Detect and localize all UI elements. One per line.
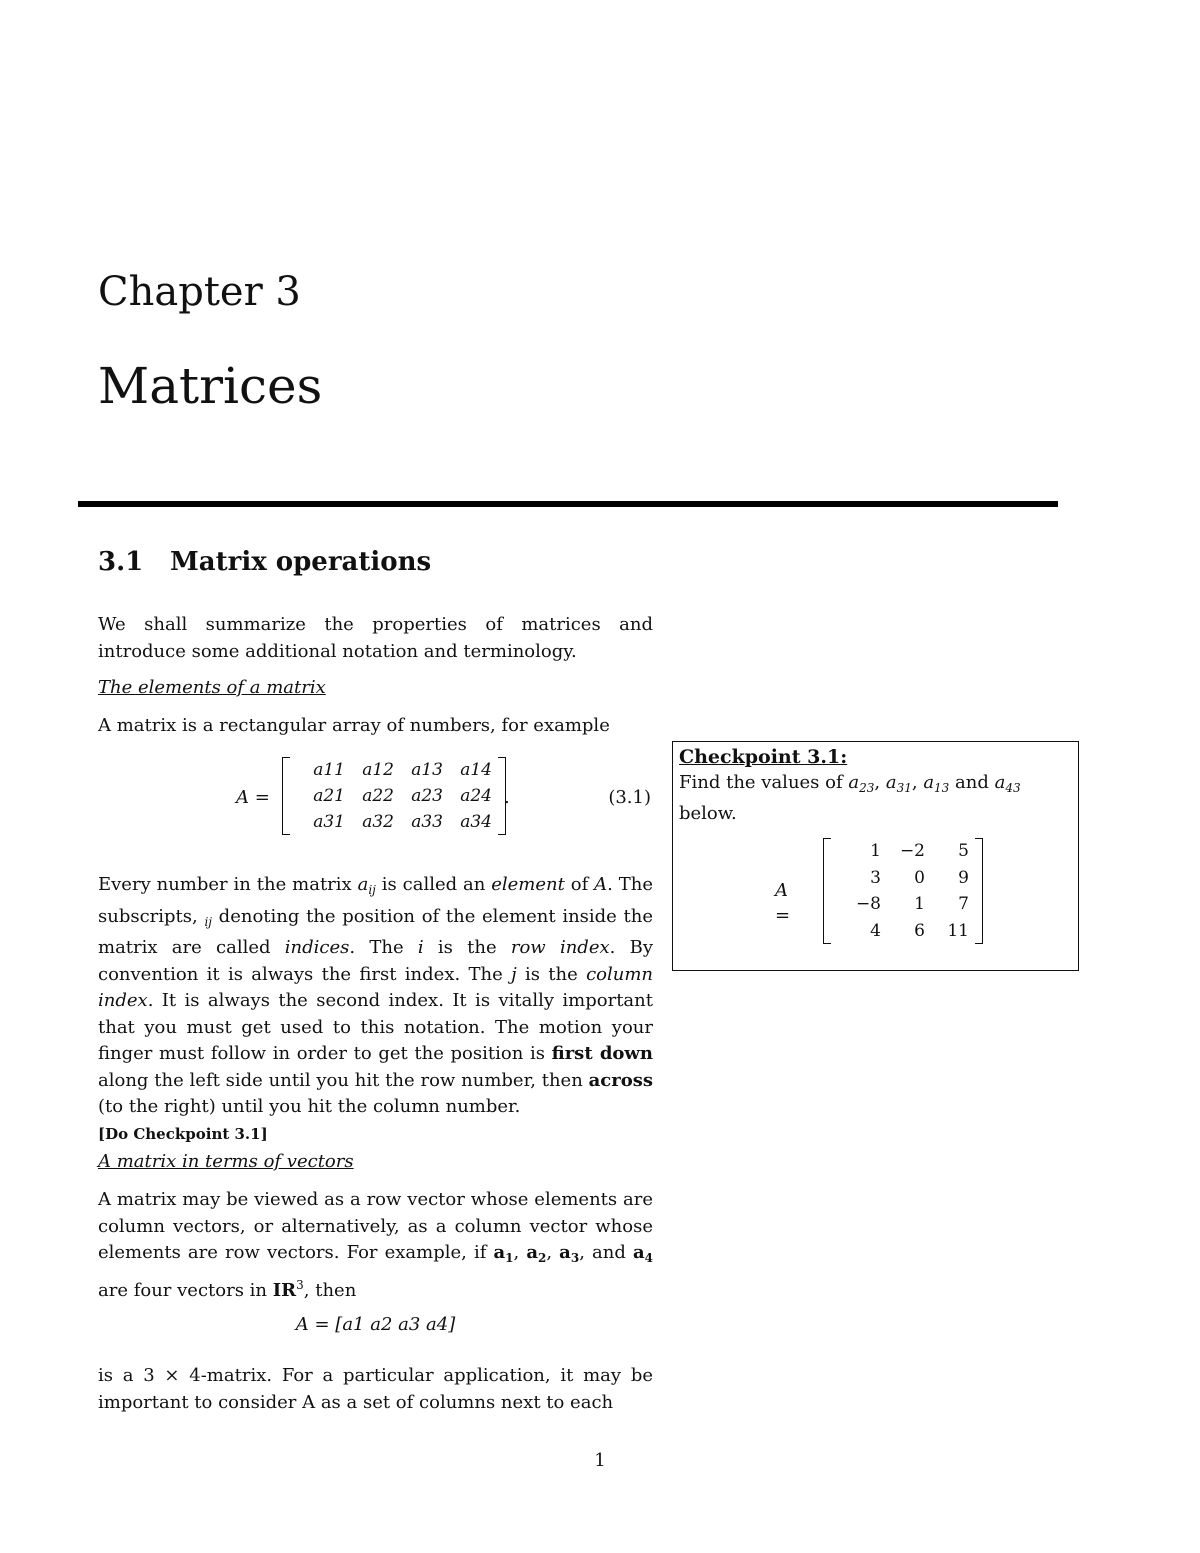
checkpoint-link[interactable]: [Do Checkpoint 3.1] bbox=[98, 1124, 268, 1143]
matrix-cell: −8 bbox=[855, 894, 881, 914]
matrix-cell: 7 bbox=[958, 894, 969, 914]
section-title: Matrix operations bbox=[170, 547, 432, 577]
subsection-vectors bbox=[98, 1149, 653, 1176]
equation-3-1 bbox=[98, 757, 653, 843]
checkpoint-box bbox=[672, 741, 1079, 971]
equation-lhs: A = bbox=[775, 880, 791, 926]
equation-number: (3.1) bbox=[608, 787, 651, 808]
vectors-paragraph: A matrix may be viewed as a row vector whose elements are column vectors, or alternatively, as a column vector whose elements are row vectors. For example, if $a_1$, $a_2$, $a_3$, and $a_4$ are four vectors in $IR^3$, then bbox=[98, 1189, 653, 1301]
matrix-cell: a14 bbox=[460, 760, 492, 780]
section-number: 3.1 bbox=[98, 547, 144, 577]
subsection-elements bbox=[98, 675, 653, 702]
matrix-cell: 3 bbox=[870, 867, 881, 888]
matrix-cell: 0 bbox=[914, 867, 925, 888]
matrix-cell: a31 bbox=[313, 812, 345, 832]
matrix-cell: a33 bbox=[411, 812, 443, 832]
matrix-cell: a12 bbox=[362, 760, 394, 780]
closing-paragraph: is a 3 × 4-matrix. For a particular application, it may be important to consider A as a set of columns next to each bbox=[98, 1365, 653, 1413]
matrix-cell: a24 bbox=[460, 786, 492, 806]
matrix-cell: a11 bbox=[313, 760, 345, 780]
matrix-cell: a32 bbox=[362, 812, 394, 832]
matrix-cell: 1 bbox=[870, 841, 881, 861]
checkpoint-matrix bbox=[823, 838, 983, 944]
real-numbers-symbol: IR bbox=[272, 1279, 297, 1301]
matrix-cell: 6 bbox=[914, 920, 925, 941]
example-lead: A matrix is a rectangular array of numbers, for example bbox=[98, 715, 610, 736]
chapter-rule bbox=[78, 501, 1058, 507]
matrix-cell: a23 bbox=[411, 786, 443, 806]
matrix-cell: 5 bbox=[958, 841, 969, 861]
equation-column-vectors: A = [a1 a2 a3 a4] bbox=[295, 1314, 456, 1335]
chapter-title: Matrices bbox=[98, 357, 323, 415]
page-number: 1 bbox=[594, 1450, 606, 1471]
elements-paragraph: Every number in the matrix $a_{ij}$ is called an element of A. The subscripts, $_{ij}$ denoting the position of the element inside the matrix are called indices. The i is the row index. By convention it is always the first index. The j is the column index. It is always the second index. It is vitally important that you must get used to this notation. The motion your finger must follow in order to get the position is first down along the left side until you hit the row number, then across (to the right) until you hit the column number. [Do Checkpoint 3.1] bbox=[98, 872, 653, 1147]
matrix-cell: a34 bbox=[460, 812, 492, 832]
matrix-cell: 9 bbox=[958, 867, 969, 888]
matrix-cell: a21 bbox=[313, 786, 345, 806]
subsection-heading: A matrix in terms of vectors bbox=[98, 1151, 354, 1172]
checkpoint-text: Find the values of $a_{23}$, $a_{31}$, $a_{13}$ and $a_{43}$ below. bbox=[679, 772, 1021, 824]
chapter-label: Chapter 3 bbox=[98, 269, 301, 315]
intro-paragraph: We shall summarize the properties of matrices and introduce some additional notation and terminology. bbox=[98, 614, 653, 662]
equation-lhs: A = bbox=[236, 787, 270, 808]
equation-period: . bbox=[504, 787, 510, 808]
matrix-cell: −2 bbox=[899, 841, 925, 861]
subsection-heading: The elements of a matrix bbox=[98, 677, 326, 698]
matrix-cell: a22 bbox=[362, 786, 394, 806]
matrix-a bbox=[282, 757, 506, 835]
matrix-cell: 1 bbox=[914, 894, 925, 914]
matrix-cell: a13 bbox=[411, 760, 443, 780]
matrix-cell: 11 bbox=[947, 920, 969, 941]
section-heading bbox=[98, 544, 431, 580]
matrix-cell: 4 bbox=[870, 920, 881, 941]
checkpoint-title: Checkpoint 3.1: bbox=[679, 746, 848, 768]
